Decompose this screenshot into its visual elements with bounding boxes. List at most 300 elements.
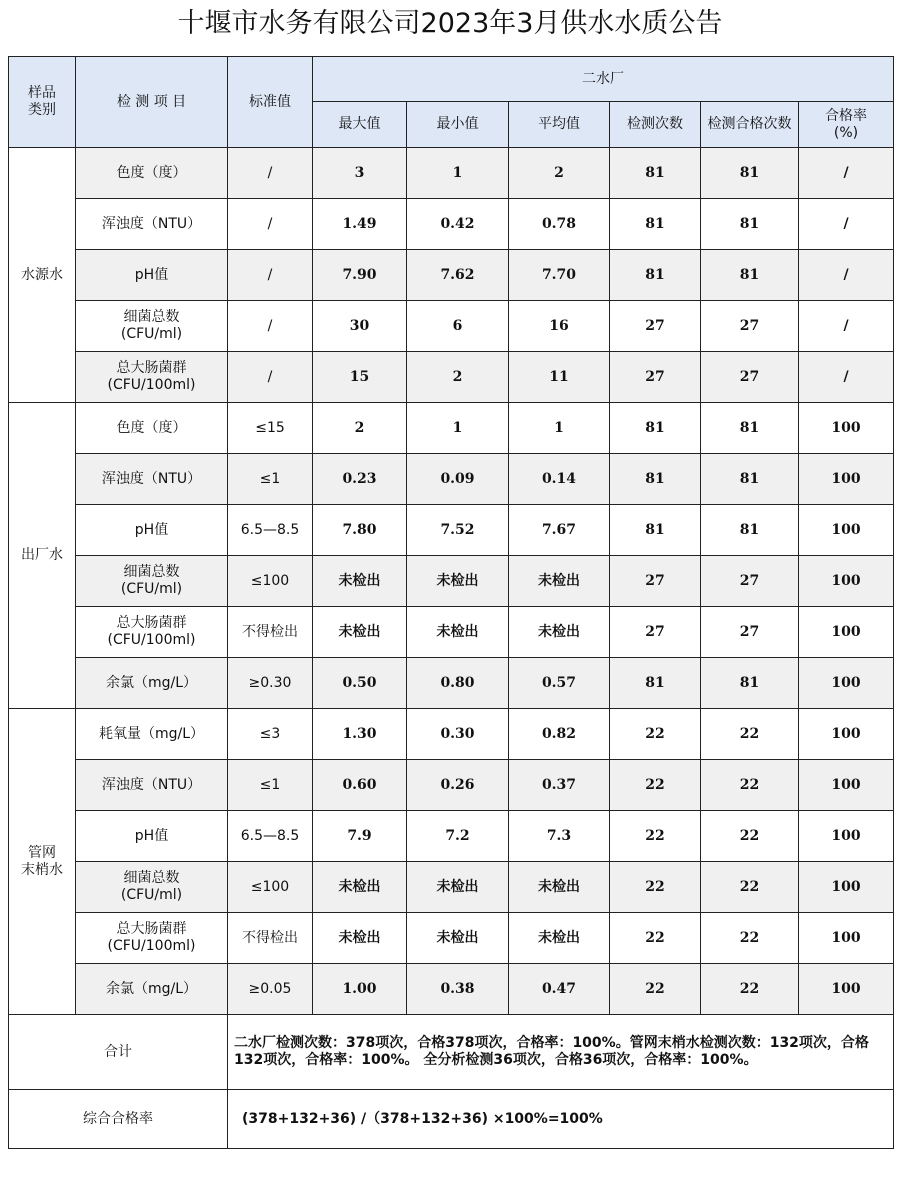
rate-value: 100 — [831, 725, 861, 742]
standard-value: / — [267, 164, 273, 181]
count-value: 22 — [645, 827, 665, 844]
rate-value: 100 — [831, 419, 861, 436]
item-value: 细菌总数 (CFU/ml) — [120, 870, 183, 903]
pass-count-value: 22 — [739, 725, 760, 742]
table-row — [9, 760, 894, 811]
overall-label: 综合合格率 — [9, 1090, 228, 1149]
avg-cell — [509, 709, 610, 760]
pass-count-cell — [701, 760, 799, 811]
max-cell — [313, 250, 407, 301]
count-cell — [610, 658, 701, 709]
standard-cell — [228, 964, 313, 1015]
pass-count-cell — [701, 862, 799, 913]
item-cell — [76, 862, 228, 913]
rate-cell — [799, 811, 894, 862]
pass-count-cell — [701, 913, 799, 964]
max-value: 7.90 — [342, 266, 377, 283]
min-cell — [407, 811, 509, 862]
count-value: 81 — [645, 164, 665, 181]
count-value: 27 — [645, 368, 665, 385]
item-cell — [76, 301, 228, 352]
standard-value: ≤100 — [250, 878, 290, 895]
avg-cell — [509, 913, 610, 964]
standard-value: / — [267, 368, 273, 385]
item-cell — [76, 454, 228, 505]
max-value: 0.23 — [342, 470, 377, 487]
standard-value: ≥0.30 — [248, 674, 292, 691]
rate-cell — [799, 301, 894, 352]
table-row — [9, 505, 894, 556]
min-cell — [407, 658, 509, 709]
max-cell — [313, 403, 407, 454]
rate-value: / — [843, 215, 849, 232]
item-cell — [76, 556, 228, 607]
min-cell — [407, 913, 509, 964]
item-value: 色度（度） — [116, 419, 187, 436]
min-value: 未检出 — [436, 572, 479, 589]
standard-cell — [228, 148, 313, 199]
pass-count-value: 81 — [739, 215, 760, 232]
standard-value: ≤15 — [255, 419, 285, 436]
summary-label: 合计 — [9, 1015, 228, 1090]
pass-count-cell — [701, 148, 799, 199]
count-cell — [610, 505, 701, 556]
header-item: 检 测 项 目 — [76, 57, 228, 148]
rate-cell — [799, 148, 894, 199]
standard-value: / — [267, 215, 273, 232]
standard-value: ≤3 — [259, 725, 281, 742]
rate-value: / — [843, 164, 849, 181]
item-value: 浑浊度（NTU） — [101, 776, 202, 793]
item-cell — [76, 352, 228, 403]
table-row — [9, 403, 894, 454]
min-cell — [407, 352, 509, 403]
rate-cell — [799, 607, 894, 658]
min-cell — [407, 607, 509, 658]
item-value: 浑浊度（NTU） — [101, 215, 202, 232]
avg-cell — [509, 658, 610, 709]
standard-value: ≤1 — [259, 776, 281, 793]
count-cell — [610, 862, 701, 913]
max-value: 3 — [354, 164, 365, 181]
pass-count-value: 81 — [739, 164, 760, 181]
rate-value: 100 — [831, 470, 861, 487]
count-cell — [610, 352, 701, 403]
count-cell — [610, 148, 701, 199]
avg-value: 未检出 — [538, 623, 580, 640]
avg-value: 0.78 — [541, 215, 577, 232]
avg-value: 1 — [554, 419, 564, 436]
pass-count-cell — [701, 301, 799, 352]
avg-cell — [509, 148, 610, 199]
item-cell — [76, 148, 228, 199]
overall-formula: (378+132+36) /（378+132+36) ×100%=100% — [228, 1090, 894, 1149]
max-value: 7.80 — [342, 521, 377, 538]
max-value: 1.49 — [342, 215, 377, 232]
avg-value: 未检出 — [538, 572, 580, 589]
count-value: 22 — [645, 878, 665, 895]
rate-cell — [799, 862, 894, 913]
item-cell — [76, 709, 228, 760]
count-value: 27 — [645, 317, 665, 334]
avg-cell — [509, 199, 610, 250]
standard-value: / — [267, 266, 273, 283]
pass-count-value: 22 — [739, 827, 760, 844]
item-value: 总大肠菌群 (CFU/100ml) — [107, 921, 196, 954]
standard-value: ≤100 — [250, 572, 290, 589]
avg-value: 16 — [549, 317, 569, 334]
pass-count-value: 22 — [739, 980, 760, 997]
table-row — [9, 301, 894, 352]
max-cell — [313, 505, 407, 556]
avg-value: 0.57 — [541, 674, 577, 691]
avg-cell — [509, 352, 610, 403]
count-value: 22 — [645, 725, 665, 742]
min-cell — [407, 403, 509, 454]
rate-cell — [799, 709, 894, 760]
standard-value: 6.5—8.5 — [240, 521, 300, 538]
table-row — [9, 658, 894, 709]
standard-cell — [228, 403, 313, 454]
category-label: 出厂水 — [21, 547, 63, 563]
min-cell — [407, 709, 509, 760]
max-cell — [313, 709, 407, 760]
max-cell — [313, 556, 407, 607]
table-row — [9, 862, 894, 913]
max-value: 1.00 — [342, 980, 377, 997]
pass-count-value: 27 — [739, 317, 760, 334]
rate-cell — [799, 199, 894, 250]
rate-value: 100 — [831, 929, 861, 946]
standard-cell — [228, 760, 313, 811]
avg-value: 7.3 — [546, 827, 572, 844]
water-quality-table — [8, 56, 894, 1149]
avg-cell — [509, 250, 610, 301]
max-cell — [313, 454, 407, 505]
count-value: 81 — [645, 674, 665, 691]
rate-cell — [799, 964, 894, 1015]
standard-cell — [228, 913, 313, 964]
item-cell — [76, 199, 228, 250]
min-cell — [407, 454, 509, 505]
standard-value: 6.5—8.5 — [240, 827, 300, 844]
standard-cell — [228, 556, 313, 607]
pass-count-cell — [701, 505, 799, 556]
avg-value: 未检出 — [538, 878, 580, 895]
item-cell — [76, 505, 228, 556]
pass-count-value: 27 — [739, 368, 760, 385]
avg-value: 0.37 — [541, 776, 577, 793]
summary-text: 二水厂检测次数：378项次，合格378项次，合格率：100%。管网末梢水检测次数：132项次，合格132项次，合格率：100%。 全分析检测36项次，合格36项次，合格率：100%。 — [228, 1015, 894, 1090]
standard-cell — [228, 607, 313, 658]
avg-cell — [509, 505, 610, 556]
rate-cell — [799, 556, 894, 607]
count-value: 81 — [645, 470, 665, 487]
min-cell — [407, 964, 509, 1015]
item-cell — [76, 964, 228, 1015]
min-value: 6 — [452, 317, 463, 334]
avg-cell — [509, 556, 610, 607]
header-avg: 平均值 — [509, 102, 610, 148]
avg-cell — [509, 403, 610, 454]
avg-value: 2 — [554, 164, 564, 181]
min-value: 0.30 — [440, 725, 475, 742]
rate-value: / — [843, 368, 849, 385]
min-value: 0.38 — [440, 980, 475, 997]
min-cell — [407, 301, 509, 352]
item-cell — [76, 403, 228, 454]
max-cell — [313, 199, 407, 250]
header-category — [9, 57, 76, 148]
max-cell — [313, 148, 407, 199]
table-row — [9, 250, 894, 301]
count-value: 81 — [645, 521, 665, 538]
count-cell — [610, 913, 701, 964]
item-cell — [76, 607, 228, 658]
standard-value: 不得检出 — [242, 623, 298, 640]
page-title: 十堰市水务有限公司2023年3月供水水质公告 — [177, 8, 723, 39]
max-value: 1.30 — [342, 725, 377, 742]
avg-value: 0.47 — [541, 980, 577, 997]
item-value: 余氯（mg/L） — [105, 674, 198, 691]
count-value: 81 — [645, 266, 665, 283]
count-value: 27 — [645, 623, 665, 640]
standard-value: ≤1 — [259, 470, 281, 487]
min-value: 7.62 — [440, 266, 475, 283]
item-value: pH值 — [134, 827, 169, 844]
item-value: 细菌总数 (CFU/ml) — [120, 564, 183, 597]
header-pass-count: 检测合格次数 — [701, 102, 799, 148]
max-value: 0.60 — [342, 776, 377, 793]
min-value: 未检出 — [436, 878, 479, 895]
item-cell — [76, 760, 228, 811]
min-value: 0.09 — [440, 470, 475, 487]
header-count: 检测次数 — [610, 102, 701, 148]
standard-cell — [228, 505, 313, 556]
count-cell — [610, 301, 701, 352]
item-value: 浑浊度（NTU） — [101, 470, 202, 487]
min-cell — [407, 556, 509, 607]
min-value: 0.42 — [440, 215, 475, 232]
pass-count-value: 27 — [739, 572, 760, 589]
avg-value: 7.67 — [541, 521, 577, 538]
max-value: 2 — [354, 419, 365, 436]
count-cell — [610, 556, 701, 607]
count-cell — [610, 607, 701, 658]
min-value: 未检出 — [436, 929, 479, 946]
pass-count-value: 81 — [739, 674, 760, 691]
overall-row — [9, 1090, 894, 1149]
standard-cell — [228, 658, 313, 709]
category-cell — [9, 403, 76, 709]
rate-cell — [799, 658, 894, 709]
count-cell — [610, 403, 701, 454]
item-cell — [76, 811, 228, 862]
table-row — [9, 556, 894, 607]
pass-count-cell — [701, 352, 799, 403]
pass-count-value: 22 — [739, 878, 760, 895]
pass-count-cell — [701, 403, 799, 454]
max-cell — [313, 352, 407, 403]
avg-cell — [509, 760, 610, 811]
max-value: 未检出 — [338, 572, 381, 589]
max-value: 未检出 — [338, 878, 381, 895]
avg-cell — [509, 964, 610, 1015]
count-cell — [610, 811, 701, 862]
pass-count-cell — [701, 607, 799, 658]
rate-cell — [799, 454, 894, 505]
rate-value: 100 — [831, 521, 861, 538]
pass-count-cell — [701, 454, 799, 505]
max-cell — [313, 913, 407, 964]
pass-count-cell — [701, 811, 799, 862]
pass-count-value: 81 — [739, 521, 760, 538]
avg-value: 未检出 — [538, 929, 580, 946]
rate-cell — [799, 760, 894, 811]
item-value: 总大肠菌群 (CFU/100ml) — [107, 615, 196, 648]
standard-value: / — [267, 317, 273, 334]
header-rate-label: 合格率 (%) — [825, 107, 868, 141]
category-cell — [9, 709, 76, 1015]
avg-cell — [509, 811, 610, 862]
rate-cell — [799, 403, 894, 454]
max-value: 0.50 — [342, 674, 377, 691]
max-cell — [313, 760, 407, 811]
item-cell — [76, 913, 228, 964]
avg-value: 11 — [549, 368, 569, 385]
min-value: 7.2 — [445, 827, 470, 844]
avg-value: 0.82 — [541, 725, 577, 742]
header-category-label: 样品 类别 — [28, 85, 56, 118]
standard-cell — [228, 862, 313, 913]
count-cell — [610, 709, 701, 760]
avg-cell — [509, 301, 610, 352]
count-cell — [610, 250, 701, 301]
category-label: 水源水 — [21, 266, 63, 283]
min-value: 1 — [452, 164, 463, 181]
min-cell — [407, 862, 509, 913]
standard-value: ≥0.05 — [248, 980, 292, 997]
rate-value: / — [843, 317, 849, 334]
pass-count-cell — [701, 556, 799, 607]
pass-count-value: 27 — [739, 623, 760, 640]
pass-count-value: 22 — [739, 929, 760, 946]
item-value: 色度（度） — [116, 164, 187, 181]
standard-cell — [228, 250, 313, 301]
rate-value: 100 — [831, 572, 861, 589]
rate-value: 100 — [831, 776, 861, 793]
item-cell — [76, 250, 228, 301]
header-standard: 标准值 — [228, 57, 313, 148]
min-value: 2 — [452, 368, 463, 385]
pass-count-value: 81 — [739, 419, 760, 436]
count-value: 81 — [645, 215, 665, 232]
min-value: 7.52 — [440, 521, 475, 538]
min-cell — [407, 148, 509, 199]
standard-value: 不得检出 — [242, 929, 298, 946]
avg-value: 0.14 — [541, 470, 577, 487]
rate-cell — [799, 505, 894, 556]
pass-count-cell — [701, 964, 799, 1015]
rate-value: 100 — [831, 674, 861, 691]
item-value: 耗氧量（mg/L） — [98, 725, 205, 742]
min-cell — [407, 505, 509, 556]
summary-row — [9, 1015, 894, 1090]
rate-value: / — [843, 266, 849, 283]
item-value: 细菌总数 (CFU/ml) — [120, 309, 183, 342]
count-cell — [610, 760, 701, 811]
max-cell — [313, 301, 407, 352]
pass-count-cell — [701, 250, 799, 301]
table-row — [9, 913, 894, 964]
item-value: 总大肠菌群 (CFU/100ml) — [107, 360, 196, 393]
rate-value: 100 — [831, 623, 861, 640]
max-cell — [313, 607, 407, 658]
rate-value: 100 — [831, 980, 861, 997]
count-value: 27 — [645, 572, 665, 589]
standard-cell — [228, 454, 313, 505]
avg-cell — [509, 862, 610, 913]
max-value: 未检出 — [338, 929, 381, 946]
min-value: 0.26 — [440, 776, 475, 793]
max-cell — [313, 811, 407, 862]
pass-count-cell — [701, 709, 799, 760]
header-max: 最大值 — [313, 102, 407, 148]
table-row — [9, 352, 894, 403]
standard-cell — [228, 811, 313, 862]
table-row — [9, 199, 894, 250]
min-cell — [407, 760, 509, 811]
min-value: 0.80 — [440, 674, 475, 691]
rate-value: 100 — [831, 878, 861, 895]
table-row — [9, 811, 894, 862]
count-value: 22 — [645, 776, 665, 793]
pass-count-value: 81 — [739, 470, 760, 487]
header-rate — [799, 102, 894, 148]
category-cell — [9, 148, 76, 403]
min-value: 未检出 — [436, 623, 479, 640]
rate-cell — [799, 250, 894, 301]
avg-value: 7.70 — [541, 266, 577, 283]
item-value: pH值 — [134, 266, 169, 283]
min-value: 1 — [452, 419, 463, 436]
count-value: 81 — [645, 419, 665, 436]
pass-count-value: 81 — [739, 266, 760, 283]
standard-cell — [228, 199, 313, 250]
rate-cell — [799, 913, 894, 964]
pass-count-cell — [701, 199, 799, 250]
table-row — [9, 148, 894, 199]
item-value: pH值 — [134, 521, 169, 538]
max-value: 15 — [349, 368, 370, 385]
min-cell — [407, 250, 509, 301]
pass-count-value: 22 — [739, 776, 760, 793]
max-value: 30 — [349, 317, 370, 334]
pass-count-cell — [701, 658, 799, 709]
table-row — [9, 964, 894, 1015]
rate-cell — [799, 352, 894, 403]
count-value: 22 — [645, 929, 665, 946]
category-label: 管网 末梢水 — [21, 844, 63, 878]
max-cell — [313, 964, 407, 1015]
standard-cell — [228, 352, 313, 403]
min-cell — [407, 199, 509, 250]
max-value: 未检出 — [338, 623, 381, 640]
standard-cell — [228, 709, 313, 760]
table-row — [9, 454, 894, 505]
rate-value: 100 — [831, 827, 861, 844]
max-cell — [313, 862, 407, 913]
